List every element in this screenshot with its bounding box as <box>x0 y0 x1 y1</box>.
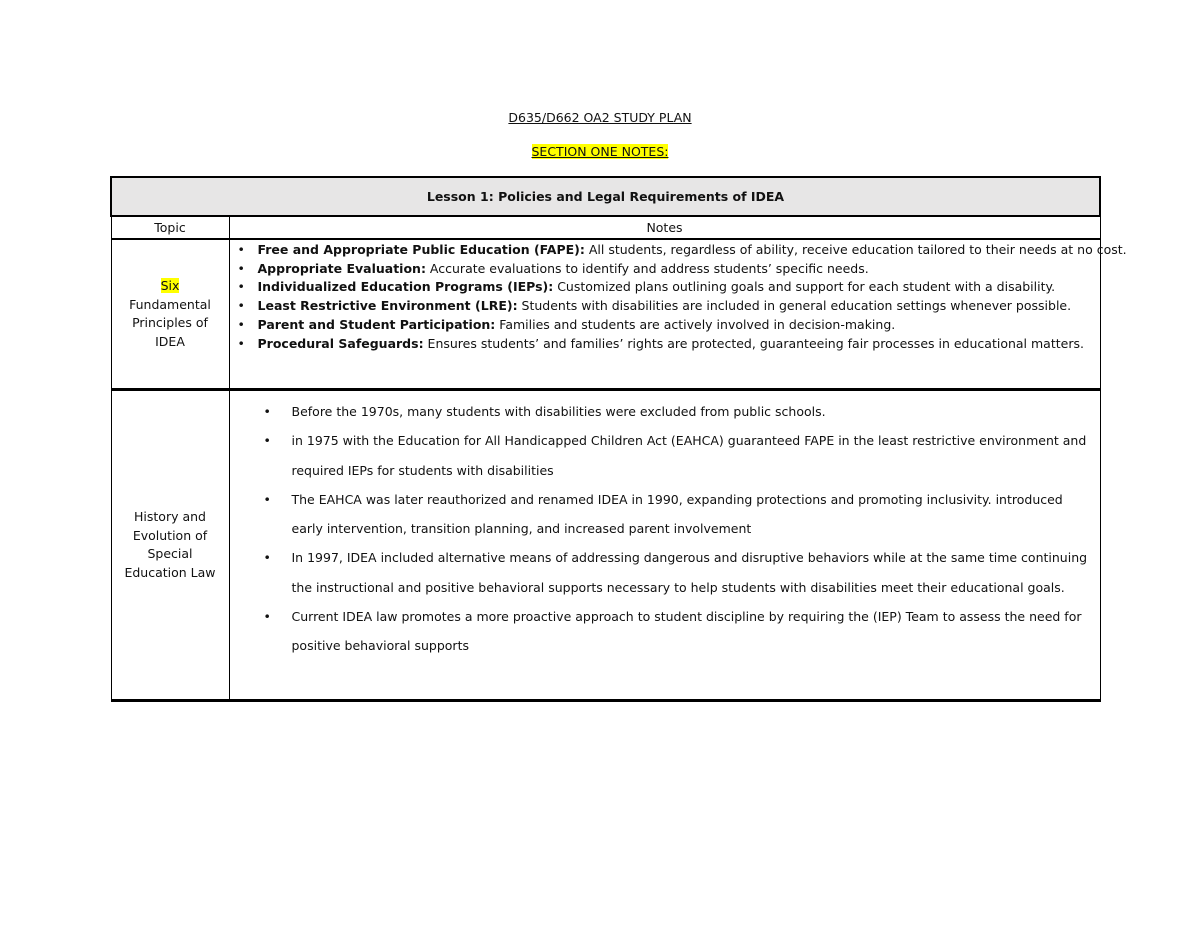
list-item-text: All students, regardless of ability, receive education tailored to their needs at no cost. <box>584 242 1127 257</box>
list-item <box>238 297 1100 316</box>
notes-cell <box>229 239 1127 390</box>
table-row <box>111 390 1100 701</box>
list-item <box>238 278 1100 297</box>
section-heading-text: SECTION ONE NOTES: <box>531 144 669 159</box>
study-plan-table <box>110 176 1127 702</box>
topic-line: Fundamental <box>129 296 211 312</box>
lesson-title: Lesson 1: Policies and Legal Requirements of IDEA <box>111 177 1100 216</box>
section-heading <box>0 144 1200 159</box>
list-item-text: Accurate evaluations to identify and address students’ specific needs. <box>425 260 869 276</box>
list-item-term: Procedural Safeguards: <box>257 335 424 351</box>
list-item: • Current IDEA law promotes a more proactive approach to student discipline by requiring the (IEP) Team to assess the need for positive behavioral supports <box>292 602 1100 661</box>
column-header-notes: Notes <box>229 216 1100 239</box>
list-item <box>238 316 1100 335</box>
list-item <box>238 335 1100 354</box>
topic-cell <box>111 239 229 390</box>
topic-cell <box>111 390 229 701</box>
list-item <box>238 260 1100 279</box>
list-item-term: Appropriate Evaluation: <box>257 260 426 276</box>
list-item-term: Individualized Education Programs (IEPs): <box>257 279 554 295</box>
table-row <box>111 239 1100 390</box>
topic-line: Principles of <box>132 315 208 330</box>
list-item-term: Least Restrictive Environment (LRE): <box>257 298 518 314</box>
list-item: • Before the 1970s, many students with disabilities were excluded from public schools. <box>292 397 1100 426</box>
topic-line: Evolution of <box>132 527 208 543</box>
list-item-text: Ensures students’ and families’ rights are protected, guaranteeing fair processes in educational matters. <box>423 335 1084 351</box>
notes-cell <box>229 390 1100 701</box>
list-item-term: Free and Appropriate Public Education (FAPE): <box>257 242 585 257</box>
list-item <box>238 241 1127 260</box>
principles-list <box>230 241 1127 353</box>
topic-highlight: Six <box>160 278 180 293</box>
topic-line: History and <box>134 509 206 524</box>
list-item: • In 1997, IDEA included alternative means of addressing dangerous and disruptive behaviors while at the same time continuing the instructional and positive behavioral supports necessary to help students with disabilities meet their educational goals. <box>292 543 1100 602</box>
column-header-topic: Topic <box>111 216 229 239</box>
list-item-text: Customized plans outlining goals and support for each student with a disability. <box>553 279 1056 295</box>
history-list <box>230 397 1100 661</box>
list-item-term: Parent and Student Participation: <box>257 316 496 332</box>
topic-line: IDEA <box>155 333 185 349</box>
column-header-row <box>111 216 1100 239</box>
list-item: • in 1975 with the Education for All Handicapped Children Act (EAHCA) guaranteed FAPE in the least restrictive environment and required IEPs for students with disabilities <box>292 426 1100 485</box>
document-title: D635/D662 OA2 STUDY PLAN <box>508 110 692 125</box>
list-item: • The EAHCA was later reauthorized and renamed IDEA in 1990, expanding protections and promoting inclusivity. introduced early intervention, transition planning, and increased parent involvement <box>292 485 1100 544</box>
topic-line: Special <box>147 546 193 561</box>
topic-line: Education Law <box>124 564 216 580</box>
list-item-text: Students with disabilities are included in general education settings whenever possible. <box>517 298 1072 314</box>
lesson-header-row <box>111 177 1100 216</box>
list-item-text: Families and students are actively involved in decision-making. <box>495 316 896 332</box>
